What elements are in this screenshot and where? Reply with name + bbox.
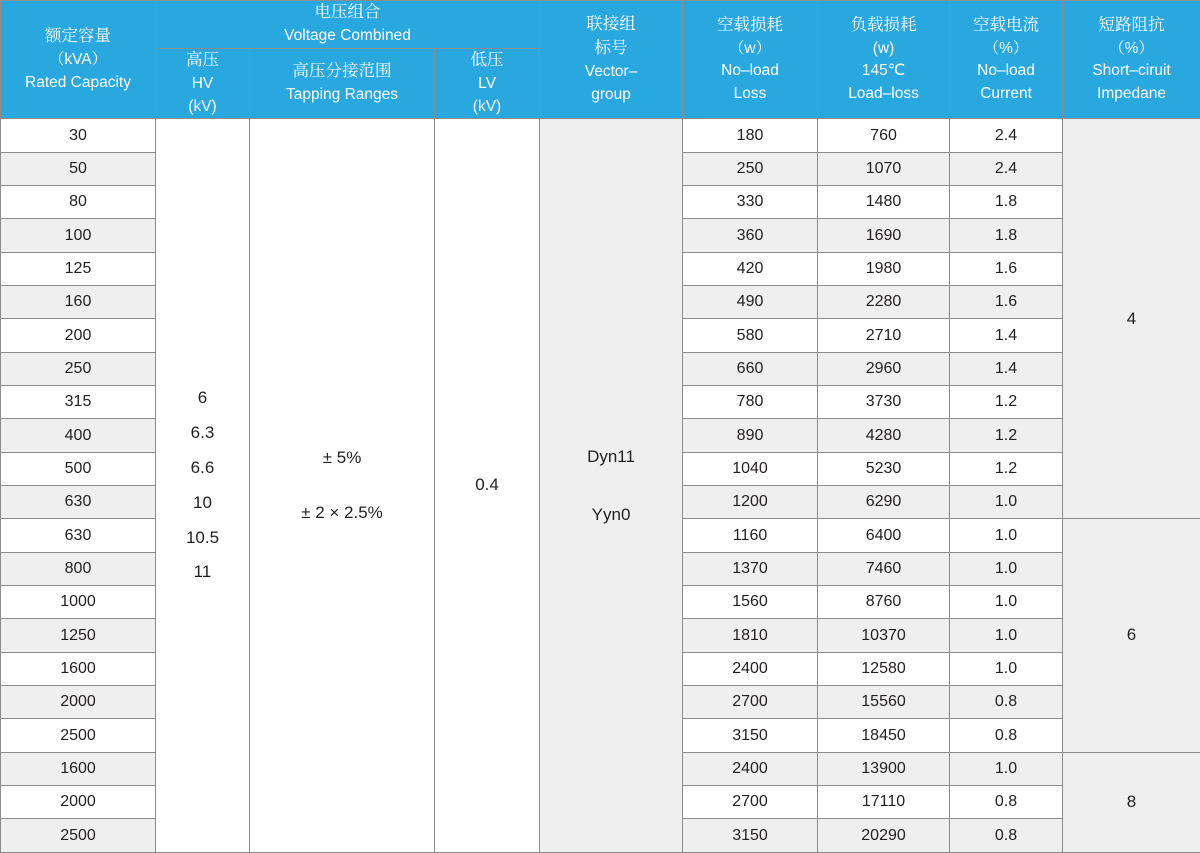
- cell-no-load-current: 1.6: [950, 252, 1063, 285]
- vector-group-value: Yyn0: [591, 504, 631, 524]
- cell-no-load-current: 0.8: [950, 719, 1063, 752]
- cell-no-load-loss: 3150: [683, 819, 818, 853]
- cell-load-loss: 1690: [818, 219, 950, 252]
- cell-load-loss: 6290: [818, 486, 950, 519]
- cell-rated-capacity: 30: [1, 119, 156, 152]
- header-load-loss-en: Load–loss: [848, 84, 919, 102]
- cell-rated-capacity: 315: [1, 386, 156, 419]
- tapping-value: ± 5%: [322, 448, 362, 468]
- cell-rated-capacity: 800: [1, 552, 156, 585]
- hv-value: 10.5: [185, 527, 220, 547]
- hv-value: 6: [197, 388, 208, 408]
- header-no-load-current-en-2: Current: [980, 84, 1032, 102]
- cell-no-load-current: 1.8: [950, 186, 1063, 219]
- header-hv-en: HV: [191, 75, 214, 93]
- cell-rated-capacity: 80: [1, 186, 156, 219]
- header-hv-unit: (kV): [188, 97, 217, 115]
- table-row: [1, 119, 1200, 152]
- vector-group-value: Dyn11: [587, 446, 635, 466]
- cell-load-loss: 2710: [818, 319, 950, 352]
- cell-no-load-current: 0.8: [950, 686, 1063, 719]
- cell-no-load-current: 1.4: [950, 352, 1063, 385]
- cell-rated-capacity: 1600: [1, 752, 156, 785]
- hv-value: 11: [193, 562, 212, 582]
- header-load-loss: [818, 1, 950, 119]
- hv-value: 6.3: [190, 423, 215, 443]
- cell-load-loss: 17110: [818, 786, 950, 819]
- cell-load-loss: 8760: [818, 586, 950, 619]
- cell-load-loss: 6400: [818, 519, 950, 552]
- cell-load-loss: 18450: [818, 719, 950, 752]
- cell-no-load-loss: 2700: [683, 786, 818, 819]
- cell-no-load-current: 0.8: [950, 786, 1063, 819]
- cell-short-circuit-impedance: 6: [1063, 519, 1200, 752]
- cell-no-load-loss: 2400: [683, 652, 818, 685]
- cell-no-load-current: 1.8: [950, 219, 1063, 252]
- cell-short-circuit-impedance: 8: [1063, 752, 1200, 852]
- cell-rated-capacity: 630: [1, 486, 156, 519]
- cell-rated-capacity: 2000: [1, 786, 156, 819]
- header-load-loss-unit: (w): [872, 39, 895, 57]
- header-no-load-loss: [683, 1, 818, 119]
- header-voltage-combined-cn: 电压组合: [314, 3, 381, 22]
- cell-no-load-loss: 660: [683, 352, 818, 385]
- hv-value: 6.6: [190, 457, 215, 477]
- cell-load-loss: 2280: [818, 286, 950, 319]
- cell-rated-capacity: 400: [1, 419, 156, 452]
- cell-no-load-loss: 1370: [683, 552, 818, 585]
- cell-rated-capacity: 630: [1, 519, 156, 552]
- cell-rated-capacity: 2500: [1, 719, 156, 752]
- cell-tapping-ranges: [250, 119, 435, 853]
- tapping-value: ± 2 × 2.5%: [301, 502, 383, 522]
- cell-no-load-current: 1.2: [950, 386, 1063, 419]
- cell-no-load-loss: 2400: [683, 752, 818, 785]
- header-no-load-current-en-1: No–load: [977, 62, 1035, 80]
- cell-no-load-loss: 490: [683, 286, 818, 319]
- cell-no-load-loss: 1160: [683, 519, 818, 552]
- cell-no-load-current: 2.4: [950, 152, 1063, 185]
- hv-value: 10: [193, 492, 212, 512]
- cell-load-loss: 1980: [818, 252, 950, 285]
- header-no-load-loss-en-1: No–load: [721, 62, 779, 80]
- cell-short-circuit-impedance: 4: [1063, 119, 1200, 519]
- header-rated-capacity-cn: 额定容量: [45, 27, 111, 46]
- header-vector-group-cn-1: 联接组: [586, 15, 636, 34]
- header-no-load-loss-unit: （w）: [728, 39, 772, 57]
- cell-load-loss: 1070: [818, 152, 950, 185]
- cell-no-load-loss: 1810: [683, 619, 818, 652]
- cell-no-load-loss: 890: [683, 419, 818, 452]
- cell-load-loss: 10370: [818, 619, 950, 652]
- cell-no-load-current: 1.0: [950, 486, 1063, 519]
- cell-no-load-loss: 420: [683, 252, 818, 285]
- cell-no-load-current: 1.6: [950, 286, 1063, 319]
- cell-load-loss: 7460: [818, 552, 950, 585]
- cell-no-load-current: 1.2: [950, 419, 1063, 452]
- cell-no-load-loss: 580: [683, 319, 818, 352]
- header-lv-cn: 低压: [470, 51, 504, 70]
- cell-no-load-loss: 360: [683, 219, 818, 252]
- header-voltage-combined: [156, 1, 540, 49]
- cell-load-loss: 20290: [818, 819, 950, 853]
- header-lv-en: LV: [478, 75, 496, 93]
- cell-rated-capacity: 50: [1, 152, 156, 185]
- cell-no-load-current: 1.0: [950, 519, 1063, 552]
- cell-hv-values: [156, 119, 250, 853]
- cell-no-load-loss: 2700: [683, 686, 818, 719]
- cell-load-loss: 2960: [818, 352, 950, 385]
- cell-no-load-current: 1.4: [950, 319, 1063, 352]
- cell-no-load-loss: 1040: [683, 452, 818, 485]
- cell-load-loss: 15560: [818, 686, 950, 719]
- cell-load-loss: 4280: [818, 419, 950, 452]
- cell-load-loss: 5230: [818, 452, 950, 485]
- header-no-load-current-cn: 空载电流: [973, 16, 1040, 35]
- header-tapping-cn: 高压分接范围: [292, 62, 392, 81]
- cell-no-load-current: 1.0: [950, 652, 1063, 685]
- header-hv-cn: 高压: [186, 51, 219, 70]
- cell-rated-capacity: 2000: [1, 686, 156, 719]
- cell-rated-capacity: 1000: [1, 586, 156, 619]
- header-tapping-ranges: [250, 48, 435, 119]
- header-short-circuit-en-2: Impedane: [1097, 84, 1166, 102]
- cell-no-load-loss: 1200: [683, 486, 818, 519]
- cell-no-load-loss: 250: [683, 152, 818, 185]
- cell-rated-capacity: 100: [1, 219, 156, 252]
- cell-no-load-loss: 3150: [683, 719, 818, 752]
- header-voltage-combined-en: Voltage Combined: [284, 27, 411, 45]
- cell-rated-capacity: 1600: [1, 652, 156, 685]
- cell-lv-value: 0.4: [435, 119, 540, 853]
- header-rated-capacity: [1, 1, 156, 119]
- cell-rated-capacity: 2500: [1, 819, 156, 853]
- cell-no-load-loss: 330: [683, 186, 818, 219]
- header-no-load-current: [950, 1, 1063, 119]
- cell-no-load-loss: 180: [683, 119, 818, 152]
- cell-no-load-current: 2.4: [950, 119, 1063, 152]
- cell-rated-capacity: 1250: [1, 619, 156, 652]
- cell-no-load-loss: 780: [683, 386, 818, 419]
- header-vector-group-cn-2: 标号: [594, 39, 628, 58]
- cell-no-load-current: 1.0: [950, 552, 1063, 585]
- cell-load-loss: 13900: [818, 752, 950, 785]
- header-load-loss-temp: 145℃: [861, 62, 906, 80]
- header-row-top: [1, 1, 1200, 49]
- cell-vector-group: [540, 119, 683, 853]
- cell-load-loss: 1480: [818, 186, 950, 219]
- header-short-circuit-en-1: Short–ciruit: [1092, 62, 1171, 80]
- cell-no-load-loss: 1560: [683, 586, 818, 619]
- cell-rated-capacity: 125: [1, 252, 156, 285]
- header-lv-unit: (kV): [472, 97, 502, 115]
- cell-no-load-current: 1.0: [950, 752, 1063, 785]
- header-short-circuit-unit: （%）: [1109, 39, 1154, 57]
- table-body: [1, 119, 1200, 853]
- cell-no-load-current: 1.0: [950, 586, 1063, 619]
- cell-rated-capacity: 200: [1, 319, 156, 352]
- header-hv: [156, 48, 250, 119]
- header-lv: [435, 48, 540, 119]
- header-vector-group-en-2: group: [591, 85, 631, 103]
- cell-load-loss: 3730: [818, 386, 950, 419]
- header-vector-group: [540, 1, 683, 119]
- cell-no-load-current: 0.8: [950, 819, 1063, 853]
- header-rated-capacity-en: Rated Capacity: [25, 73, 131, 91]
- header-tapping-en: Tapping Ranges: [285, 86, 399, 104]
- header-rated-capacity-unit: （kVA）: [48, 51, 108, 69]
- header-no-load-current-unit: （%）: [983, 39, 1029, 57]
- header-short-circuit-cn: 短路阻抗: [1098, 16, 1165, 35]
- header-vector-group-en-1: Vector–: [584, 63, 638, 81]
- cell-rated-capacity: 250: [1, 352, 156, 385]
- cell-rated-capacity: 500: [1, 452, 156, 485]
- cell-load-loss: 760: [818, 119, 950, 152]
- cell-load-loss: 12580: [818, 652, 950, 685]
- header-load-loss-cn: 负载损耗: [850, 16, 917, 35]
- cell-no-load-current: 1.2: [950, 452, 1063, 485]
- header-short-circuit-impedance: [1063, 1, 1200, 119]
- header-no-load-loss-en-2: Loss: [733, 84, 767, 102]
- cell-rated-capacity: 160: [1, 286, 156, 319]
- header-no-load-loss-cn: 空载损耗: [717, 16, 784, 35]
- cell-no-load-current: 1.0: [950, 619, 1063, 652]
